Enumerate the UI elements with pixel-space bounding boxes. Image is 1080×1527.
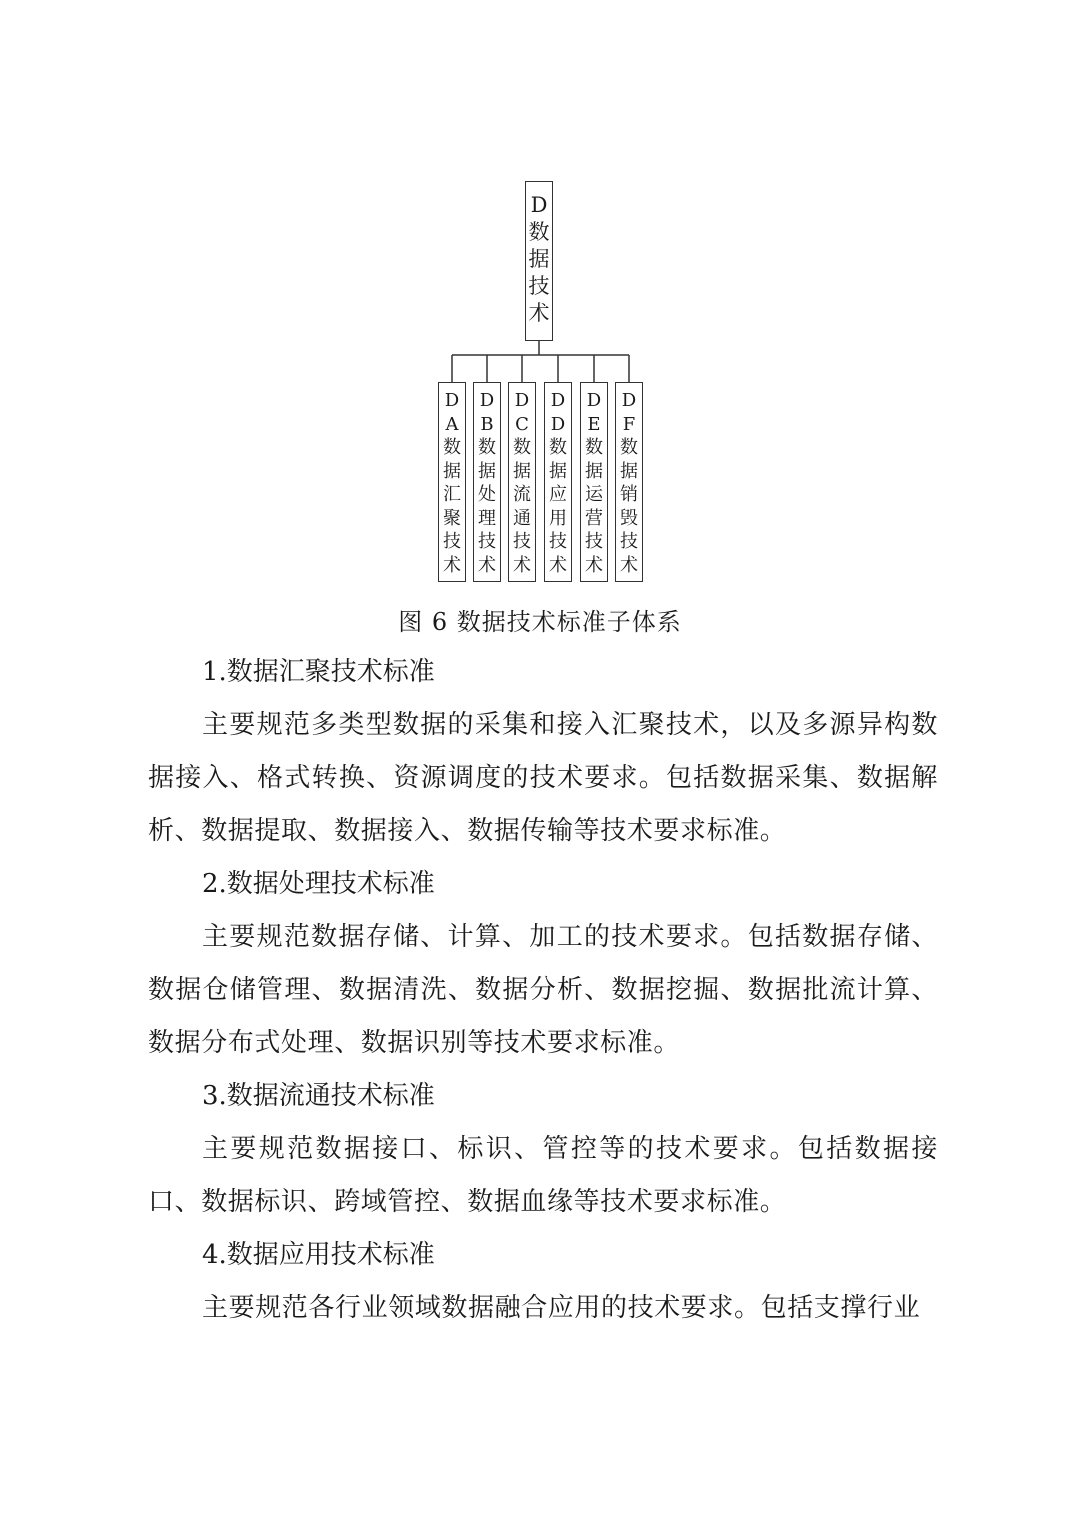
child-label-char: 术 bbox=[478, 554, 496, 576]
child-label-char: 技 bbox=[549, 531, 567, 552]
child-label-char: 聚 bbox=[443, 507, 461, 529]
root-label-char: 据 bbox=[528, 247, 550, 271]
section-paragraph-data-circulation: 主要规范数据接口、标识、管控等的技术要求。包括数据接口、数据标识、跨域管控、数据血缘等技术要求标准。 bbox=[148, 1134, 938, 1217]
child-label-char: 技 bbox=[513, 531, 531, 552]
child-node-df bbox=[615, 382, 643, 582]
child-label-char: 术 bbox=[443, 554, 461, 576]
child-label-char: 数 bbox=[620, 437, 638, 458]
document-body bbox=[148, 646, 938, 1335]
child-node-db bbox=[473, 382, 501, 582]
child-node-dd bbox=[544, 382, 572, 582]
child-label-char: 术 bbox=[585, 554, 603, 576]
child-label-char: 销 bbox=[620, 484, 638, 505]
child-label-char: 毁 bbox=[620, 507, 638, 529]
child-code-char: C bbox=[515, 413, 529, 435]
child-label-char: 数 bbox=[585, 437, 603, 458]
root-node-d-data-technology bbox=[525, 181, 553, 341]
section-heading-data-application: 4.数据应用技术标准 bbox=[202, 1240, 435, 1270]
section-paragraph-data-application: 主要规范各行业领域数据融合应用的技术要求。包括支撑行业 bbox=[202, 1293, 921, 1323]
child-label-char: 应 bbox=[549, 484, 567, 505]
child-label-char: 据 bbox=[585, 460, 603, 482]
child-code-char: E bbox=[587, 413, 601, 435]
child-code-char: D bbox=[479, 390, 495, 411]
section-heading-data-aggregation: 1.数据汇聚技术标准 bbox=[202, 657, 435, 687]
root-label-char: 术 bbox=[528, 301, 550, 325]
child-label-char: 技 bbox=[443, 531, 461, 552]
child-node-da bbox=[438, 382, 466, 582]
child-label-char: 营 bbox=[585, 507, 603, 529]
child-label-char: 术 bbox=[549, 554, 567, 576]
figure-caption: 图 6 数据技术标准子体系 bbox=[398, 608, 682, 636]
root-code: D bbox=[530, 193, 548, 217]
child-label-char: 技 bbox=[585, 531, 603, 552]
child-code-char: B bbox=[480, 413, 494, 435]
child-label-char: 汇 bbox=[443, 484, 461, 505]
section-heading-data-circulation: 3.数据流通技术标准 bbox=[202, 1081, 435, 1111]
child-label-char: 数 bbox=[549, 437, 567, 458]
root-label-char: 数 bbox=[528, 220, 550, 244]
child-label-char: 用 bbox=[549, 507, 567, 529]
section-heading-data-processing: 2.数据处理技术标准 bbox=[202, 869, 435, 899]
child-code-char: D bbox=[621, 390, 637, 411]
child-label-char: 据 bbox=[513, 460, 531, 482]
child-node-de bbox=[580, 382, 608, 582]
child-label-char: 通 bbox=[513, 507, 531, 529]
child-code-char: D bbox=[550, 390, 566, 411]
root-label-char: 技 bbox=[528, 274, 550, 298]
child-label-char: 处 bbox=[478, 484, 496, 505]
child-label-char: 据 bbox=[443, 460, 461, 482]
child-code-char: F bbox=[622, 413, 636, 435]
child-label-char: 理 bbox=[478, 507, 496, 529]
child-label-char: 流 bbox=[513, 484, 531, 505]
child-code-char: D bbox=[586, 390, 602, 411]
child-code-char: D bbox=[514, 390, 530, 411]
child-label-char: 数 bbox=[443, 437, 461, 458]
child-label-char: 数 bbox=[478, 437, 496, 458]
child-label-char: 据 bbox=[549, 460, 567, 482]
section-paragraph-data-aggregation: 主要规范多类型数据的采集和接入汇聚技术，以及多源异构数据接入、格式转换、资源调度的技术要求。包括数据采集、数据解析、数据提取、数据接入、数据传输等技术要求标准。 bbox=[148, 710, 938, 846]
child-label-char: 技 bbox=[478, 531, 496, 552]
child-node-dc bbox=[508, 382, 536, 582]
child-label-char: 术 bbox=[620, 554, 638, 576]
child-label-char: 运 bbox=[585, 484, 603, 505]
child-label-char: 术 bbox=[513, 554, 531, 576]
data-technology-diagram bbox=[0, 0, 1080, 600]
child-code-char: D bbox=[444, 390, 460, 411]
section-paragraph-data-processing: 主要规范数据存储、计算、加工的技术要求。包括数据存储、数据仓储管理、数据清洗、数据分析、数据挖掘、数据批流计算、数据分布式处理、数据识别等技术要求标准。 bbox=[148, 922, 938, 1058]
child-label-char: 技 bbox=[620, 531, 638, 552]
child-code-char: A bbox=[445, 413, 459, 435]
child-code-char: D bbox=[550, 413, 566, 435]
child-label-char: 数 bbox=[513, 437, 531, 458]
child-label-char: 据 bbox=[620, 460, 638, 482]
child-label-char: 据 bbox=[478, 460, 496, 482]
